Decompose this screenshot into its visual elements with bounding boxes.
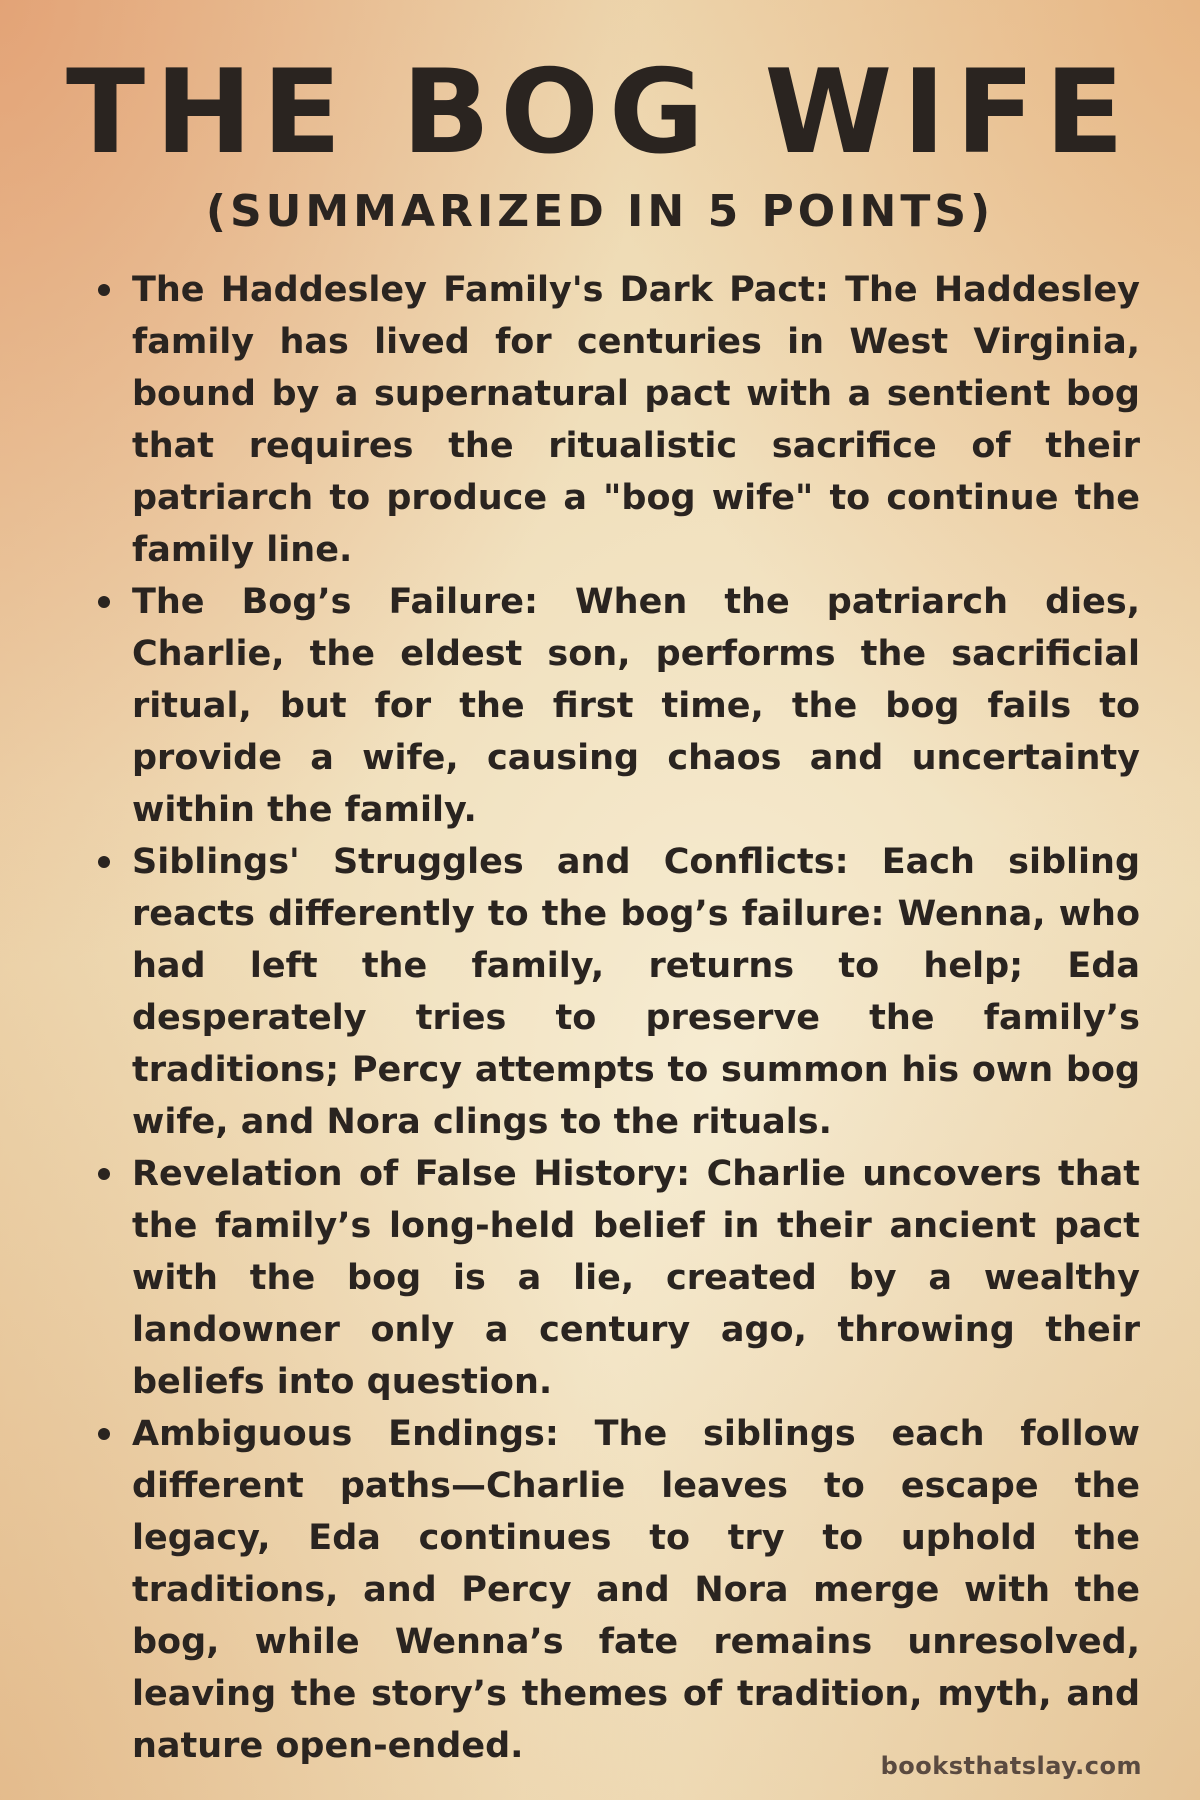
summary-point-5 [92,1408,1140,1772]
bullet-icon [98,856,110,868]
bullet-icon [98,1428,110,1440]
summary-point-4 [92,1148,1140,1408]
summary-points-list [92,264,1140,1772]
summary-point-text: The Bog’s Failure: When the patriarch dies, Charlie, the eldest son, performs the sacrificial ritual, but for the first time, the bog fails to provide a wife, causing chaos and uncertainty within the family. [132,582,1140,830]
page-title: THE BOG WIFE [65,45,1135,180]
bullet-icon [98,596,110,608]
summary-point-3 [92,836,1140,1148]
summary-point-2 [92,576,1140,836]
summary-point-text: Ambiguous Endings: The siblings each follow different paths—Charlie leaves to escape the legacy, Eda continues to try to uphold the traditions, and Percy and Nora merge with the bog, while Wenna’s fate remains unresolved, leaving the story’s themes of tradition, myth, and nature open-ended. [132,1414,1140,1766]
summary-point-text: The Haddesley Family's Dark Pact: The Haddesley family has lived for centuries in West Virginia, bound by a supernatural pact with a sentient bog that requires the ritualistic sacrifice of their patriarch to produce a "bog wife" to continue the family line. [132,270,1140,570]
summary-point-text: Revelation of False History: Charlie uncovers that the family’s long-held belief in their ancient pact with the bog is a lie, created by a wealthy landowner only a century ago, throwing their beliefs into question. [132,1154,1140,1402]
page-subtitle: (SUMMARIZED IN 5 POINTS) [205,186,995,237]
summary-point-1 [92,264,1140,576]
site-watermark: booksthatslay.com [880,1752,1142,1780]
bullet-icon [98,284,110,296]
bullet-icon [98,1168,110,1180]
summary-point-text: Siblings' Struggles and Conflicts: Each sibling reacts differently to the bog’s failure: Wenna, who had left the family, returns to help; Eda desperately tries to preserve the family’s traditions; Percy attempts to summon his own bog wife, and Nora clings to the rituals. [132,842,1140,1142]
